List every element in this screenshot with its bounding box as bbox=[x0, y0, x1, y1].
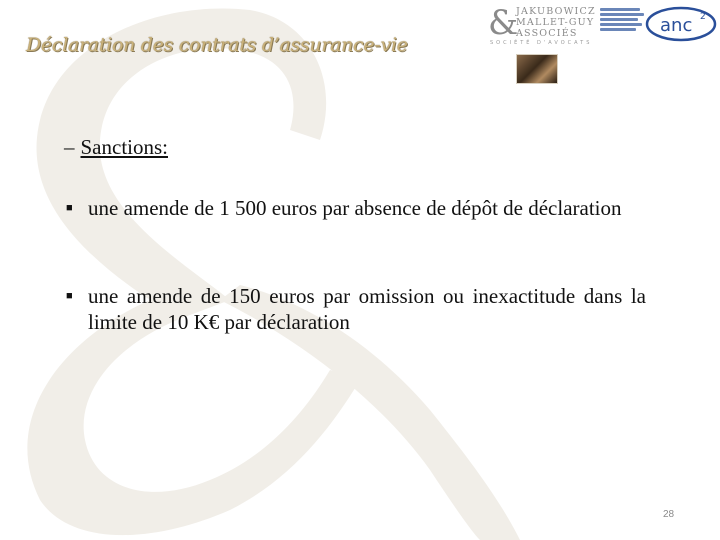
sanctions-label: Sanctions: bbox=[80, 135, 168, 159]
bullet-text: une amende de 150 euros par omission ou inexactitude dans la limite de 10 K€ par déclaration bbox=[88, 284, 646, 334]
firm-name-line-2: MALLET-GUY bbox=[516, 17, 595, 28]
bullet-text: une amende de 1 500 euros par absence de dépôt de déclaration bbox=[88, 196, 622, 220]
header-logos bbox=[488, 4, 720, 84]
page-number: 28 bbox=[663, 509, 675, 520]
firm-logo-name bbox=[516, 6, 596, 39]
sanctions-heading bbox=[64, 134, 168, 160]
firm-name-line-3: ASSOCIÉS bbox=[516, 28, 578, 39]
firm-logo-ampersand-icon: & bbox=[488, 3, 519, 43]
expertise-logo-icon bbox=[600, 8, 644, 33]
firm-name-line-1: JAKUBOWICZ bbox=[516, 6, 596, 17]
firm-tagline: SOCIÉTÉ D'AVOCATS bbox=[490, 40, 593, 46]
dash-marker: – bbox=[64, 135, 75, 159]
bullet-item bbox=[66, 195, 646, 221]
square-bullet-icon: ■ bbox=[66, 290, 73, 302]
square-bullet-icon: ■ bbox=[66, 202, 73, 214]
anc-logo-icon bbox=[644, 4, 718, 44]
bullet-item bbox=[66, 283, 646, 335]
anc-logo-text: anc bbox=[660, 15, 693, 36]
anc-logo-superscript: 2 bbox=[700, 12, 706, 22]
slide-title: Déclaration des contrats d’assurance-vie bbox=[26, 34, 408, 56]
header-photo bbox=[516, 54, 558, 84]
